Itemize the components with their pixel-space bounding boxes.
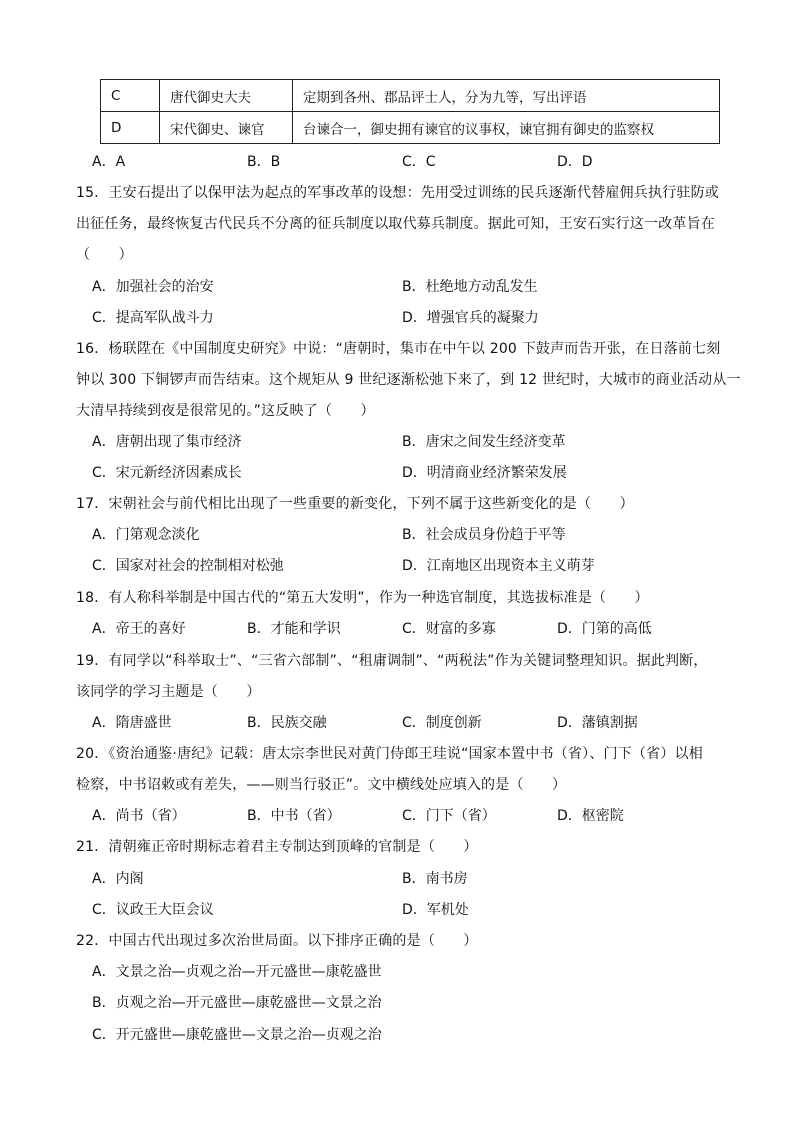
q16-options-row-1 <box>92 432 732 452</box>
option-d: D．枢密院 <box>557 808 624 824</box>
option-b: B．中书（省） <box>247 808 341 824</box>
option-c: C．国家对社会的控制相对松弛 <box>92 558 284 574</box>
options-table <box>100 79 720 144</box>
table-row <box>101 112 720 144</box>
question-18-line-1: 18．有人称科举制是中国古代的“第五大发明”，作为一种选官制度，其选拔标准是（ ） <box>76 590 649 606</box>
option-b: B．社会成员身份趋于平等 <box>402 527 566 543</box>
option-c: C．议政王大臣会议 <box>92 902 214 918</box>
question-21-line-1: 21．清朝雍正帝时期标志着君主专制达到顶峰的官制是（ ） <box>76 839 478 855</box>
q21-options-row-1 <box>92 869 732 889</box>
option-c: C．C <box>402 154 436 170</box>
q20-options <box>92 806 732 826</box>
question-16-line-2: 钟以 300 下铜锣声而告结束。这个规矩从 9 世纪逐渐松弛下来了，到 12 世纪时，大城市的商业活动从一 <box>76 372 741 388</box>
question-20-line-1: 20．《资治通鉴·唐纪》记载：唐太宗李世民对黄门侍郎王珪说“国家本置中书（省）、门下（省）以相 <box>76 746 703 762</box>
question-19-line-1: 19．有同学以“科举取士”、“三省六部制”、“租庸调制”、“两税法”作为关键词整理知识。据此判断， <box>76 653 708 669</box>
option-b: B．民族交融 <box>247 715 327 731</box>
option-b: B．才能和学识 <box>247 621 341 637</box>
question-17-line-1: 17．宋朝社会与前代相比出现了一些重要的新变化，下列不属于这些新变化的是（ ） <box>76 496 634 512</box>
table-cell-office: 宋代御史、谏官 <box>160 112 293 144</box>
q17-options-row-2 <box>92 556 732 576</box>
question-16-line-3: 大清早持续到夜是很常见的。”这反映了（ ） <box>76 403 375 419</box>
option-d: D．江南地区出现资本主义萌芽 <box>402 558 595 574</box>
option-c: C．制度创新 <box>402 715 482 731</box>
option-d: D．藩镇割据 <box>557 715 638 731</box>
table-cell-office: 唐代御史大夫 <box>160 80 293 112</box>
option-a: A．A <box>92 154 126 170</box>
table-cell-description: 台谏合一，御史拥有谏官的议事权，谏官拥有御史的监察权 <box>293 112 720 144</box>
table-cell-letter: D <box>101 112 160 144</box>
question-20-line-2: 检察，中书诏敕或有差失，——则当行驳正”。文中横线处应填入的是（ ） <box>76 777 567 793</box>
question-16-line-1: 16．杨联陞在《中国制度史研究》中说：“唐朝时，集市在中午以 200 下鼓声而告开张，在日落前七刻 <box>76 341 721 357</box>
q22-option-a <box>92 962 732 982</box>
option-a: A．文景之治—贞观之治—开元盛世—康乾盛世 <box>92 964 382 980</box>
table-row <box>101 80 720 112</box>
q21-options-row-2 <box>92 900 732 920</box>
option-b: B．南书房 <box>402 871 468 887</box>
question-22-line-1: 22．中国古代出现过多次治世局面。以下排序正确的是（ ） <box>76 933 478 949</box>
option-a: A．门第观念淡化 <box>92 527 200 543</box>
option-a: A．隋唐盛世 <box>92 715 172 731</box>
q17-options-row-1 <box>92 525 732 545</box>
table-cell-description: 定期到各州、郡品评士人，分为九等，写出评语 <box>293 80 720 112</box>
q16-options-row-2 <box>92 463 732 483</box>
option-c: C．开元盛世—康乾盛世—文景之治—贞观之治 <box>92 1027 382 1043</box>
table-cell-letter: C <box>101 80 160 112</box>
option-c: C．提高军队战斗力 <box>92 310 214 326</box>
q19-options <box>92 713 732 733</box>
option-c: C．宋元新经济因素成长 <box>92 465 242 481</box>
option-b: B．唐宋之间发生经济变革 <box>402 434 566 450</box>
option-a: A．加强社会的治安 <box>92 279 214 295</box>
option-d: D．D <box>557 154 593 170</box>
option-b: B．杜绝地方动乱发生 <box>402 279 538 295</box>
question-15-line-1: 15．王安石提出了以保甲法为起点的军事改革的设想：先用受过训练的民兵逐渐代替雇佣兵执行驻防或 <box>76 185 720 201</box>
option-a: A．内阁 <box>92 871 144 887</box>
q18-options <box>92 619 732 639</box>
option-d: D．明清商业经济繁荣发展 <box>402 465 567 481</box>
question-15-line-2: 出征任务，最终恢复古代民兵不分离的征兵制度以取代募兵制度。据此可知，王安石实行这一改革旨在 <box>76 216 715 232</box>
q15-options-row-1 <box>92 277 732 297</box>
option-d: D．门第的高低 <box>557 621 652 637</box>
option-c: C．财富的多寡 <box>402 621 496 637</box>
q14-options <box>92 152 732 172</box>
option-b: B．B <box>247 154 281 170</box>
option-b: B．贞观之治—开元盛世—康乾盛世—文景之治 <box>92 995 382 1011</box>
option-a: A．唐朝出现了集市经济 <box>92 434 242 450</box>
option-a: A．帝王的喜好 <box>92 621 186 637</box>
q15-options-row-2 <box>92 308 732 328</box>
option-d: D．军机处 <box>402 902 469 918</box>
q22-option-b <box>92 993 732 1013</box>
question-15-line-3: （ ） <box>76 247 133 263</box>
question-19-line-2: 该同学的学习主题是（ ） <box>76 684 261 700</box>
option-d: D．增强官兵的凝聚力 <box>402 310 539 326</box>
option-a: A．尚书（省） <box>92 808 186 824</box>
option-c: C．门下（省） <box>402 808 496 824</box>
q22-option-c <box>92 1025 732 1045</box>
